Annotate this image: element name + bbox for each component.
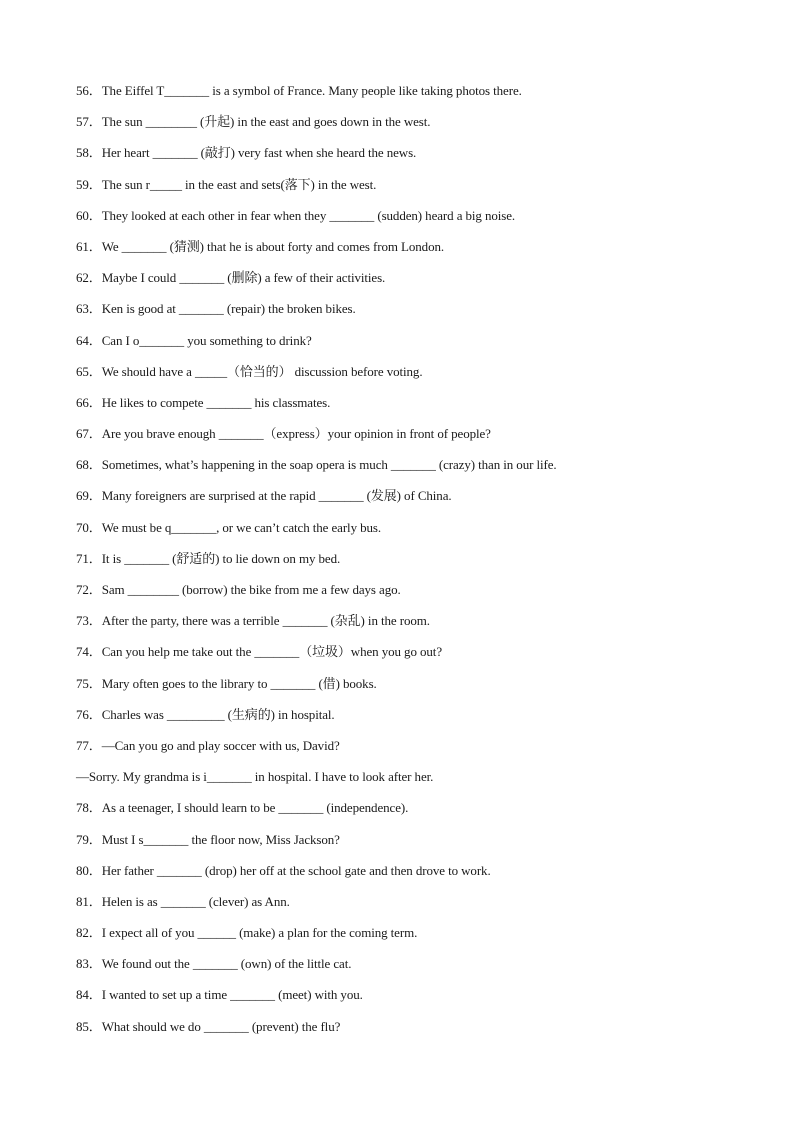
question-58: 58．Her heart _______ (敲打) very fast when she heard the news. xyxy=(76,145,417,161)
question-85: 85．What should we do _______ (prevent) the flu? xyxy=(76,1018,341,1034)
question-77: 77．—Can you go and play soccer with us, David? xyxy=(76,737,340,753)
question-80: 80．Her father _______ (drop) her off at the school gate and then drove to work. xyxy=(76,862,491,878)
question-83: 83．We found out the _______ (own) of the little cat. xyxy=(76,956,352,972)
question-63: 63．Ken is good at _______ (repair) the broken bikes. xyxy=(76,301,356,317)
question-65: 65．We should have a _____（恰当的） discussion before voting. xyxy=(76,363,423,379)
question-67: 67．Are you brave enough _______（express）your opinion in front of people? xyxy=(76,426,491,442)
question-73: 73．After the party, there was a terrible _______ (杂乱) in the room. xyxy=(76,613,430,629)
question-74: 74．Can you help me take out the _______（垃圾）when you go out? xyxy=(76,644,442,660)
question-61: 61．We _______ (猜测) that he is about forty and comes from London. xyxy=(76,238,445,254)
question-75: 75．Mary often goes to the library to _______ (借) books. xyxy=(76,675,377,691)
question-71: 71．It is _______ (舒适的) to lie down on my bed. xyxy=(76,550,341,566)
question-59: 59．The sun r_____ in the east and sets(落下) in the west. xyxy=(76,176,377,192)
question-79: 79．Must I s_______ the floor now, Miss Jackson? xyxy=(76,831,340,847)
question-72: 72．Sam ________ (borrow) the bike from me a few days ago. xyxy=(76,582,401,597)
question-68: 68．Sometimes, what’s happening in the soap opera is much _______ (crazy) than in our life. xyxy=(76,457,557,473)
question-64: 64．Can I o_______ you something to drink? xyxy=(76,332,312,348)
question-78: 78．As a teenager, I should learn to be _______ (independence). xyxy=(76,800,409,816)
question-69: 69．Many foreigners are surprised at the rapid _______ (发展) of China. xyxy=(76,488,452,504)
question-60: 60．They looked at each other in fear when they _______ (sudden) heard a big noise. xyxy=(76,207,516,223)
question-81: 81．Helen is as _______ (clever) as Ann. xyxy=(76,893,290,909)
question-77-reply: —Sorry. My grandma is i_______ in hospital. I have to look after her. xyxy=(76,769,434,785)
question-66: 66．He likes to compete _______ his classmates. xyxy=(76,394,331,410)
question-56: 56．The Eiffel T_______ is a symbol of France. Many people like taking photos there. xyxy=(76,83,522,98)
question-57: 57．The sun ________ (升起) in the east and goes down in the west. xyxy=(76,114,431,130)
question-70: 70．We must be q_______, or we can’t catch the early bus. xyxy=(76,519,382,535)
question-76: 76．Charles was _________ (生病的) in hospital. xyxy=(76,706,335,722)
question-62: 62．Maybe I could _______ (删除) a few of their activities. xyxy=(76,270,386,286)
question-84: 84．I wanted to set up a time _______ (meet) with you. xyxy=(76,987,363,1003)
question-list xyxy=(76,82,756,1049)
question-82: 82．I expect all of you ______ (make) a plan for the coming term. xyxy=(76,925,418,941)
